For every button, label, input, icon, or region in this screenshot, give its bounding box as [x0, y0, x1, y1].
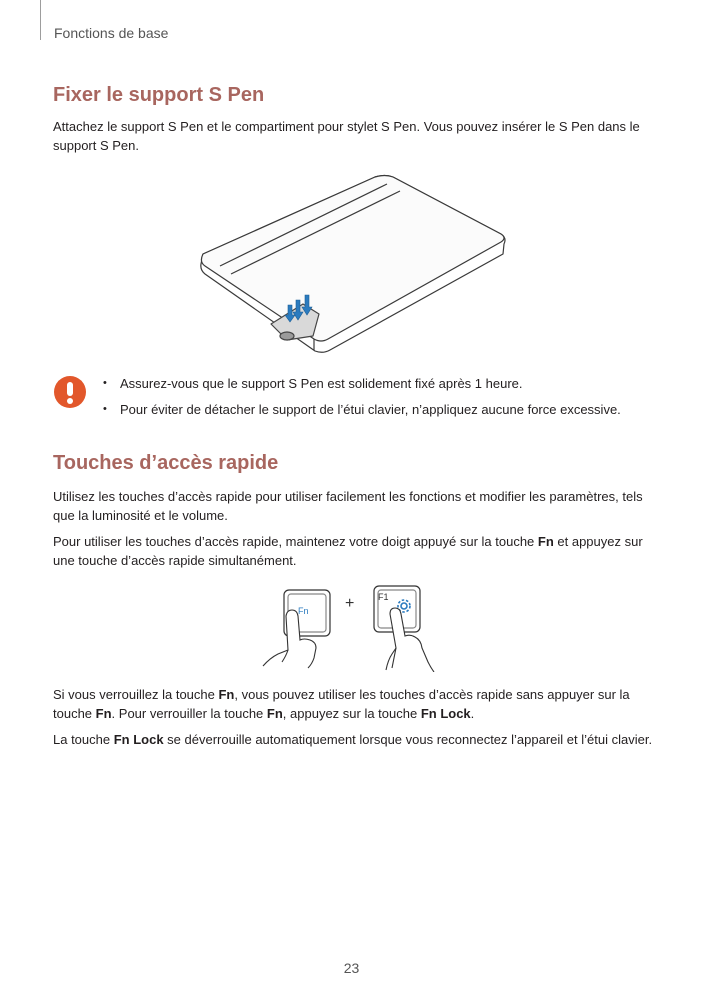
hotkeys-intro: Utilisez les touches d’accès rapide pour utiliser facilement les fonctions et modifier les paramètres, tels que la luminosité et le volume. [53, 489, 643, 523]
fn-lock-explanation: Si vous verrouillez la touche Fn, vous pouvez utiliser les touches d’accès rapide sans appuyer sur la touche Fn. Pour verrouiller la touche Fn, appuyez sur la touche Fn Lock. [53, 687, 630, 721]
hotkeys-usage: Pour utiliser les touches d’accès rapide, maintenez votre doigt appuyé sur la touche Fn et appuyez sur une touche d’accès rapide simultanément. [53, 534, 643, 568]
page-number: 23 [343, 960, 360, 976]
fn-key-label: Fn [298, 606, 309, 616]
caution-icon [53, 375, 87, 409]
header-rule [40, 0, 41, 40]
pen-holder-end [280, 332, 294, 340]
hotkey-illustration [258, 582, 438, 672]
s-pen-intro: Attachez le support S Pen et le compartiment pour stylet S Pen. Vous pouvez insérer le S Pen dans le support S Pen. [53, 119, 640, 153]
f1-key-label: F1 [378, 592, 389, 602]
caution-item: • Pour éviter de détacher le support de l’étui clavier, n’appliquez aucune force excessive. [100, 400, 660, 419]
section-title-hotkeys: Touches d’accès rapide [53, 452, 279, 474]
caution-list [100, 374, 660, 426]
fn-lock-auto-unlock-note: La touche Fn Lock se déverrouille automatiquement lorsque vous reconnectez l’appareil et l’étui clavier. [53, 732, 653, 747]
plus-sign: + [345, 595, 355, 612]
caution-item: • Assurez-vous que le support S Pen est solidement fixé après 1 heure. [100, 374, 660, 393]
keyboard-cover-illustration [195, 174, 515, 359]
running-header: Fonctions de base [54, 25, 169, 41]
section-title-s-pen-holder: Fixer le support S Pen [53, 84, 265, 106]
